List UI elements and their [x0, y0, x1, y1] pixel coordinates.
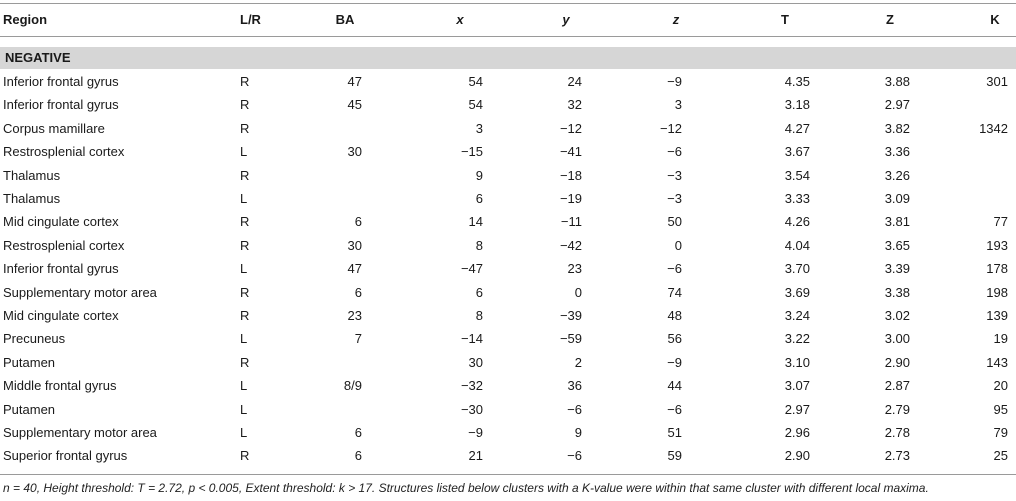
cell-region: Inferior frontal gyrus	[3, 97, 119, 113]
header-k: K	[990, 12, 1000, 27]
cell-ba: 30	[347, 237, 362, 253]
header-t: T	[781, 12, 789, 27]
cell-region: Mid cingulate cortex	[3, 214, 119, 230]
cell-zscore: 3.09	[884, 191, 910, 206]
header-lr: L/R	[240, 12, 261, 27]
cell-t: 3.22	[784, 331, 810, 347]
cell-t: 3.10	[784, 354, 810, 370]
cell-zscore: 2.87	[884, 378, 910, 394]
cell-lr: R	[240, 354, 250, 370]
cell-ba: 6	[354, 214, 362, 230]
cell-z: 50	[667, 214, 682, 230]
cell-y: 23	[567, 261, 582, 277]
cell-y: 36	[567, 378, 582, 394]
cell-ba: 30	[347, 144, 362, 160]
cell-region: Precuneus	[3, 331, 66, 347]
cell-z: 51	[667, 425, 682, 440]
cell-z: 59	[667, 448, 682, 464]
cell-lr: L	[240, 331, 248, 347]
cell-lr: L	[240, 425, 248, 440]
cell-y: −6	[567, 401, 582, 417]
cell-y: −12	[559, 120, 582, 136]
cell-region: Supplementary motor area	[3, 284, 157, 300]
section-row-negative	[0, 47, 1016, 69]
header-zscore: Z	[886, 12, 894, 27]
cell-lr: R	[240, 237, 250, 253]
cell-zscore: 2.79	[884, 401, 910, 417]
cell-t: 3.33	[784, 191, 810, 206]
cell-region: Inferior frontal gyrus	[3, 261, 119, 277]
cell-ba: 6	[354, 448, 362, 464]
cell-t: 3.24	[784, 308, 810, 323]
cell-zscore: 3.02	[884, 308, 910, 323]
cell-ba: 47	[347, 74, 362, 89]
cell-k: 178	[986, 261, 1008, 277]
cell-y: 2	[574, 354, 582, 370]
cell-zscore: 3.65	[884, 237, 910, 253]
cell-ba: 23	[347, 308, 362, 323]
cell-k: 143	[986, 354, 1008, 370]
cell-t: 3.54	[784, 167, 810, 183]
cell-y: −41	[559, 144, 582, 160]
cell-z: −6	[667, 144, 682, 160]
cell-x: 21	[468, 448, 483, 464]
table-row	[0, 210, 1016, 233]
cell-t: 4.27	[784, 120, 810, 136]
cell-z: −12	[659, 120, 682, 136]
cell-region: Putamen	[3, 354, 56, 370]
cell-zscore: 3.36	[884, 144, 910, 160]
cell-k: 20	[993, 378, 1008, 394]
cell-k: 25	[993, 448, 1008, 464]
table-footnote: n = 40, Height threshold: T = 2.72, p < 0.005, Extent threshold: k > 17. Structures listed below clusters with a K-value were within that same cluster with different local maxima.	[3, 481, 929, 495]
cell-t: 3.69	[784, 284, 810, 300]
cell-region: Thalamus	[3, 167, 61, 183]
cell-t: 3.67	[784, 144, 810, 160]
section-label: NEGATIVE	[5, 50, 71, 65]
cell-y: −18	[559, 167, 582, 183]
cell-k: 193	[986, 237, 1008, 253]
cell-ba: 47	[347, 261, 362, 277]
cell-lr: L	[240, 401, 248, 417]
cell-region: Restrosplenial cortex	[3, 144, 125, 160]
cell-x: 6	[475, 284, 483, 300]
header-region: Region	[3, 12, 48, 27]
cell-lr: R	[240, 97, 250, 113]
cell-lr: R	[240, 214, 250, 230]
cell-x: 3	[475, 120, 483, 136]
cell-ba: 7	[354, 331, 362, 347]
cell-x: 6	[475, 191, 483, 206]
cell-k: 79	[993, 425, 1008, 440]
cell-y: −6	[567, 448, 582, 464]
cell-z: 0	[674, 237, 682, 253]
cell-x: −9	[468, 425, 483, 440]
cell-ba: 6	[354, 284, 362, 300]
cell-region: Supplementary motor area	[3, 425, 157, 440]
table-row	[0, 257, 1016, 280]
cell-region: Mid cingulate cortex	[3, 308, 119, 323]
header-ba: BA	[335, 12, 355, 27]
cell-z: 3	[674, 97, 682, 113]
cell-z: 48	[667, 308, 682, 323]
cell-y: −19	[559, 191, 582, 206]
table-row	[0, 281, 1016, 304]
table-row	[0, 140, 1016, 163]
cell-zscore: 3.26	[884, 167, 910, 183]
header-bottom-rule	[0, 36, 1016, 37]
cell-ba: 6	[354, 425, 362, 440]
cell-t: 2.90	[784, 448, 810, 464]
cell-lr: R	[240, 308, 250, 323]
cell-region: Middle frontal gyrus	[3, 378, 117, 394]
cell-t: 4.26	[784, 214, 810, 230]
cell-x: 8	[475, 237, 483, 253]
cell-z: −6	[667, 261, 682, 277]
cell-t: 4.04	[784, 237, 810, 253]
cell-zscore: 3.38	[884, 284, 910, 300]
cell-k: 198	[986, 284, 1008, 300]
cell-k: 301	[986, 74, 1008, 89]
cell-z: −3	[667, 191, 682, 206]
cell-x: 54	[468, 97, 483, 113]
cell-lr: R	[240, 284, 250, 300]
table-bottom-rule	[0, 474, 1016, 475]
cell-y: −11	[560, 214, 582, 230]
cell-lr: L	[240, 191, 248, 206]
cell-x: −30	[460, 401, 483, 417]
cell-k: 139	[986, 308, 1008, 323]
cell-z: 74	[667, 284, 682, 300]
cell-x: 30	[468, 354, 483, 370]
cell-t: 2.96	[784, 425, 810, 440]
header-z: z	[672, 12, 680, 27]
cell-z: −9	[667, 354, 682, 370]
table-row	[0, 444, 1016, 467]
cell-zscore: 2.97	[884, 97, 910, 113]
cell-t: 4.35	[784, 74, 810, 89]
table-row	[0, 374, 1016, 397]
table-row	[0, 327, 1016, 350]
cell-x: 14	[468, 214, 483, 230]
cell-zscore: 3.82	[884, 120, 910, 136]
table-row	[0, 421, 1016, 444]
cell-z: 56	[667, 331, 682, 347]
cell-x: −32	[460, 378, 483, 394]
cell-region: Putamen	[3, 401, 56, 417]
cell-k: 95	[993, 401, 1008, 417]
cell-y: 9	[574, 425, 582, 440]
table-header-row	[0, 4, 1016, 35]
cell-ba: 45	[347, 97, 362, 113]
cell-zscore: 3.39	[884, 261, 910, 277]
cell-x: −14	[460, 331, 483, 347]
cell-x: 54	[468, 74, 483, 89]
cell-zscore: 2.78	[884, 425, 910, 440]
cell-lr: R	[240, 167, 250, 183]
cell-y: −42	[559, 237, 582, 253]
table-row	[0, 164, 1016, 187]
cell-zscore: 3.81	[884, 214, 910, 230]
table-row	[0, 398, 1016, 421]
cell-x: −15	[460, 144, 483, 160]
cell-lr: R	[240, 120, 250, 136]
header-x: x	[456, 12, 464, 27]
cell-y: −39	[559, 308, 582, 323]
header-y: y	[562, 12, 570, 27]
cell-k: 1342	[979, 120, 1008, 136]
cell-ba: 8/9	[343, 378, 362, 394]
cell-zscore: 2.90	[884, 354, 910, 370]
table-row	[0, 351, 1016, 374]
cell-region: Thalamus	[3, 191, 61, 206]
cell-y: −59	[559, 331, 582, 347]
cell-region: Restrosplenial cortex	[3, 237, 125, 253]
table-row	[0, 93, 1016, 116]
cell-region: Corpus mamillare	[3, 120, 105, 136]
cell-y: 0	[574, 284, 582, 300]
table-row	[0, 187, 1016, 210]
cell-t: 2.97	[784, 401, 810, 417]
cell-lr: R	[240, 448, 250, 464]
cell-x: 9	[475, 167, 483, 183]
cell-t: 3.07	[784, 378, 810, 394]
cell-z: 44	[667, 378, 682, 394]
table-row	[0, 70, 1016, 93]
cell-y: 32	[567, 97, 582, 113]
cell-x: −47	[460, 261, 483, 277]
cell-k: 77	[993, 214, 1008, 230]
cell-lr: R	[240, 74, 250, 89]
cell-lr: L	[240, 261, 248, 277]
table-row	[0, 234, 1016, 257]
cell-k: 19	[993, 331, 1008, 347]
cell-z: −9	[667, 74, 682, 89]
cell-z: −6	[667, 401, 682, 417]
cell-x: 8	[475, 308, 483, 323]
cell-y: 24	[567, 74, 582, 89]
cell-zscore: 2.73	[884, 448, 910, 464]
cell-region: Superior frontal gyrus	[3, 448, 128, 464]
cell-t: 3.18	[784, 97, 810, 113]
table-row	[0, 117, 1016, 140]
cell-lr: L	[240, 144, 248, 160]
cell-zscore: 3.88	[884, 74, 910, 89]
cell-z: −3	[667, 167, 682, 183]
cell-t: 3.70	[784, 261, 810, 277]
table-row	[0, 304, 1016, 327]
cell-lr: L	[240, 378, 248, 394]
cell-region: Inferior frontal gyrus	[3, 74, 119, 89]
cell-zscore: 3.00	[884, 331, 910, 347]
